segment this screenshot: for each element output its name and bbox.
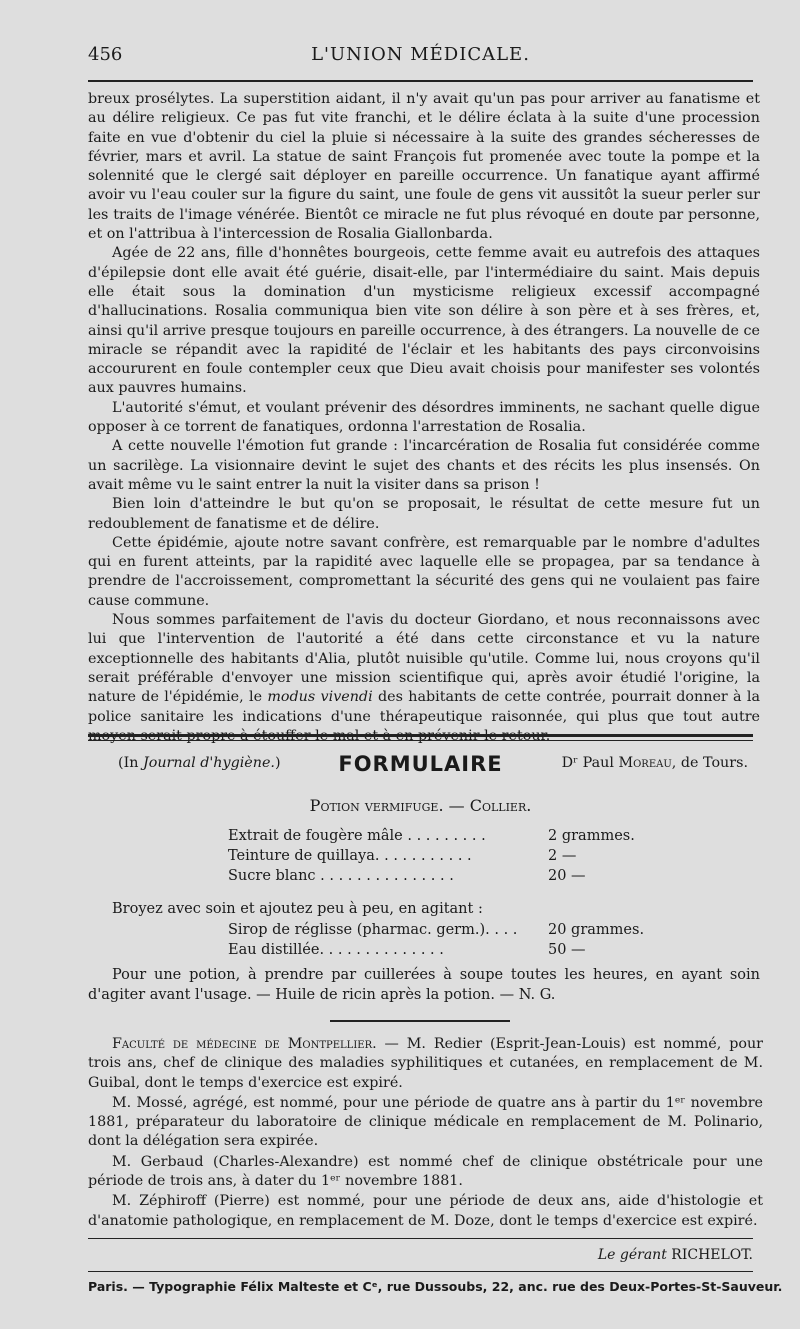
header-rule — [88, 80, 753, 82]
news-item: M. Mossé, agrégé, est nommé, pour une période de quatre ans à partir du 1ᵉʳ novembre 1881, préparateur du laboratoire de clinique médicale en remplacement de M. Polinario, dont la délégation sera expirée. — [88, 1094, 763, 1150]
news-item: Faculté de médecine de Montpellier. — M. Redier (Esprit-Jean-Louis) est nommé, pour trois ans, chef de clinique des maladies syphilitiques et cutanées, en remplacement de M. Guibal, dont le temps d'exercice est expiré. — [88, 1036, 763, 1091]
gerant-line: Le gérant RICHELOT. — [597, 1247, 753, 1263]
paragraph: Cette épidémie, ajoute notre savant confrère, est remarquable par le nombre d'adultes qui en furent atteints, par la rapidité avec laquelle elle se propagea, par sa tendance à prendre de l'accroissement, compromettant la sécurité des gens qui ne voulaient pas faire cause commune. — [88, 534, 760, 609]
ingredient-row: Sucre blanc . . . . . . . . . . . . . . . 20 — — [228, 868, 586, 884]
ingredient-list-2 — [228, 922, 658, 962]
bottom-rule — [88, 1238, 753, 1239]
instruction: Broyez avec soin et ajoutez peu à peu, en agitant : — [112, 901, 483, 917]
section-rule — [88, 734, 753, 737]
news-lead-label: Faculté de médecine de Montpellier. — [112, 1036, 377, 1052]
ingredient-row: Extrait de fougère mâle . . . . . . . . . 2 grammes. — [228, 828, 635, 844]
running-header — [88, 44, 753, 74]
news-section — [88, 1035, 763, 1232]
instruction-2: Pour une potion, à prendre par cuillerées à soupe toutes les heures, en ayant soin d'agiter avant l'usage. — Huile de ricin après la potion. — N. G. — [88, 967, 760, 1003]
news-item: M. Zéphiroff (Pierre) est nommé, pour une période de deux ans, aide d'histologie et d'anatomie pathologique, en remplacement de M. Doze, dont le temps d'exercice est expiré. — [88, 1193, 763, 1229]
recipe-title: Potion vermifuge. — Collier. — [309, 796, 532, 815]
paragraph: breux prosélytes. La superstition aidant, il n'y avait qu'un pas pour arriver au fanatisme et au délire religieux. Ce pas fut vite franchi, et le délire éclata à la suite d'une procession faite en vue d'obtenir du ciel la pluie si nécessaire à la suite des grandes sécheresses de février, mars et avril. La statue de saint François fut promenée avec toute la pompe et la solennité que le clergé sait déployer en pareille occurrence. Un fanatique ayant affirmé avoir vu l'eau couler sur la figure du saint, une foule de gens vit aussitôt la sueur perler sur les traits de l'image vénérée. Bientôt ce miracle ne fut plus révoqué en doute par personne, et on l'attribua à l'intercession de Rosalia Giallonbarda. — [88, 91, 760, 243]
author: Dʳ Paul Moreau, de Tours. — [561, 755, 748, 772]
footer-rule — [88, 1271, 753, 1272]
short-rule — [330, 1020, 510, 1022]
paragraph: Agée de 22 ans, fille d'honnêtes bourgeois, cette femme avait eu autrefois des attaques d'épilepsie dont elle avait été guérie, disait-elle, par l'intermédiaire du saint. Mais depuis elle était sous la domination d'un mysticisme religieux excessif accompagné d'hallucinations. Rosalia communiqua bien vite son délire à son père et à ses frères, et, ainsi qu'il arrive presque toujours en pareille occurrence, à des étrangers. La nouvelle de ce miracle se répandit avec la rapidité de l'éclair et les habitants des pays circonvoisins accoururent en foule contempler ceux que Dieu avait choisis pour manifester ses volontés aux pauvres humains. — [88, 245, 760, 397]
ingredient-list — [228, 828, 658, 888]
ingredient-row: Eau distillée. . . . . . . . . . . . . . 50 — — [228, 942, 586, 958]
latin-phrase: modus vivendi — [267, 689, 373, 706]
page-number: 456 — [88, 44, 123, 65]
section-heading: FORMULAIRE — [338, 752, 503, 776]
article-body — [88, 90, 760, 773]
paragraph: A cette nouvelle l'émotion fut grande : l'incarcération de Rosalia fut considérée comme un sacrilège. La visionnaire devint le sujet des chants et des récits les plus insensés. On avait même vu le saint entrer la nuit la visiter dans sa prison ! — [88, 438, 760, 493]
ingredient-row: Sirop de réglisse (pharmac. germ.). . . . 20 grammes. — [228, 922, 645, 938]
paragraph: L'autorité s'émut, et voulant prévenir des désordres imminents, ne sachant quelle digue opposer à ce torrent de fanatiques, ordonna l'arrestation de Rosalia. — [88, 399, 760, 436]
source-citation: (In Journal d'hygiène.) — [118, 755, 281, 772]
printer-imprint: Paris. — Typographie Félix Malteste et Cᵉ, rue Dussoubs, 22, anc. rue des Deux-Portes-St-Sauveur. — [88, 1279, 783, 1294]
ingredient-row: Teinture de quillaya. . . . . . . . . . . 2 — — [228, 848, 577, 864]
paragraph: Nous sommes parfaitement de l'avis du docteur Giordano, et nous reconnaissons avec lui que l'intervention de l'autorité a été dans cette circonstance et vu la nature exceptionnelle des habitants d'Alia, plutôt nuisible qu'utile. Comme lui, nous croyons qu'il serait préférable d'envoyer une mission scientifique qui, après avoir étudié l'origine, la nature de l'épidémie, le modus vivendi des habitants de cette contrée, pourrait donner à la police sanitaire les indications d'une thérapeutique raisonnée, qui plus que tout autre — [88, 612, 760, 725]
paragraph: Bien loin d'atteindre le but qu'on se proposait, le résultat de cette mesure fut un redoublement de fanatisme et de délire. — [88, 496, 760, 532]
journal-title: L'UNION MÉDICALE. — [311, 44, 530, 65]
news-item: M. Gerbaud (Charles-Alexandre) est nommé chef de clinique obstétricale pour une période de trois ans, à dater du 1ᵉʳ novembre 1881. — [88, 1153, 763, 1190]
section-rule-thin — [88, 740, 753, 741]
